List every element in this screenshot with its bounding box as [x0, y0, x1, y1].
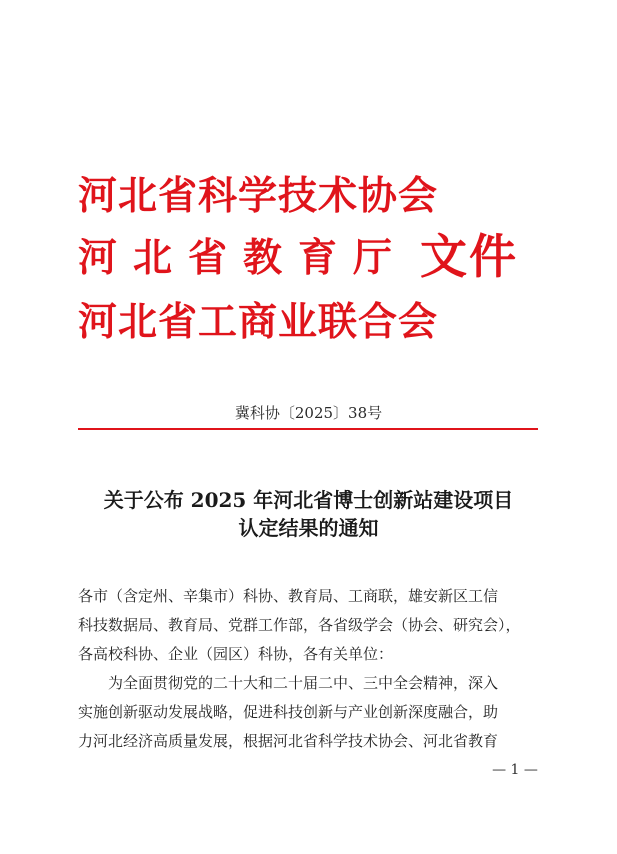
document-number: 冀科协〔2025〕38号 — [234, 404, 383, 422]
notice-body — [78, 582, 540, 756]
recipients-line-3: 各高校科协、企业（园区）科协，各有关单位： — [78, 645, 394, 663]
body-paragraph-line-3: 力河北经济高质量发展，根据河北省科学技术协会、河北省教育 — [78, 732, 499, 750]
recipients-line-1: 各市（含定州、辛集市）科协、教育局、工商联，雄安新区工信 — [78, 587, 499, 605]
issuer-hebei-education-department: 河北省教育厅 — [78, 235, 409, 281]
red-divider-line — [78, 428, 538, 430]
notice-title-line-2: 认定结果的通知 — [238, 516, 379, 540]
recipients-line-2: 科技数据局、教育局、党群工作部，各省级学会（协会、研究会）， — [78, 616, 521, 634]
issuer-hebei-federation-industry-commerce: 河北省工商业联合会 — [78, 299, 439, 345]
body-paragraph-line-1: 为全面贯彻党的二十大和二十届二中、三中全会精神，深入 — [108, 674, 499, 692]
issuer-hebei-science-association: 河北省科学技术协会 — [78, 173, 439, 219]
body-paragraph-line-2: 实施创新驱动发展战略，促进科技创新与产业创新深度融合，助 — [78, 703, 499, 721]
document-type-label: 文件 — [420, 230, 518, 285]
issuer-header — [78, 172, 548, 352]
notice-title — [60, 486, 557, 542]
page-number: — 1 — — [492, 762, 538, 778]
notice-title-line-1: 关于公布 2025 年河北省博士创新站建设项目 — [103, 488, 514, 512]
